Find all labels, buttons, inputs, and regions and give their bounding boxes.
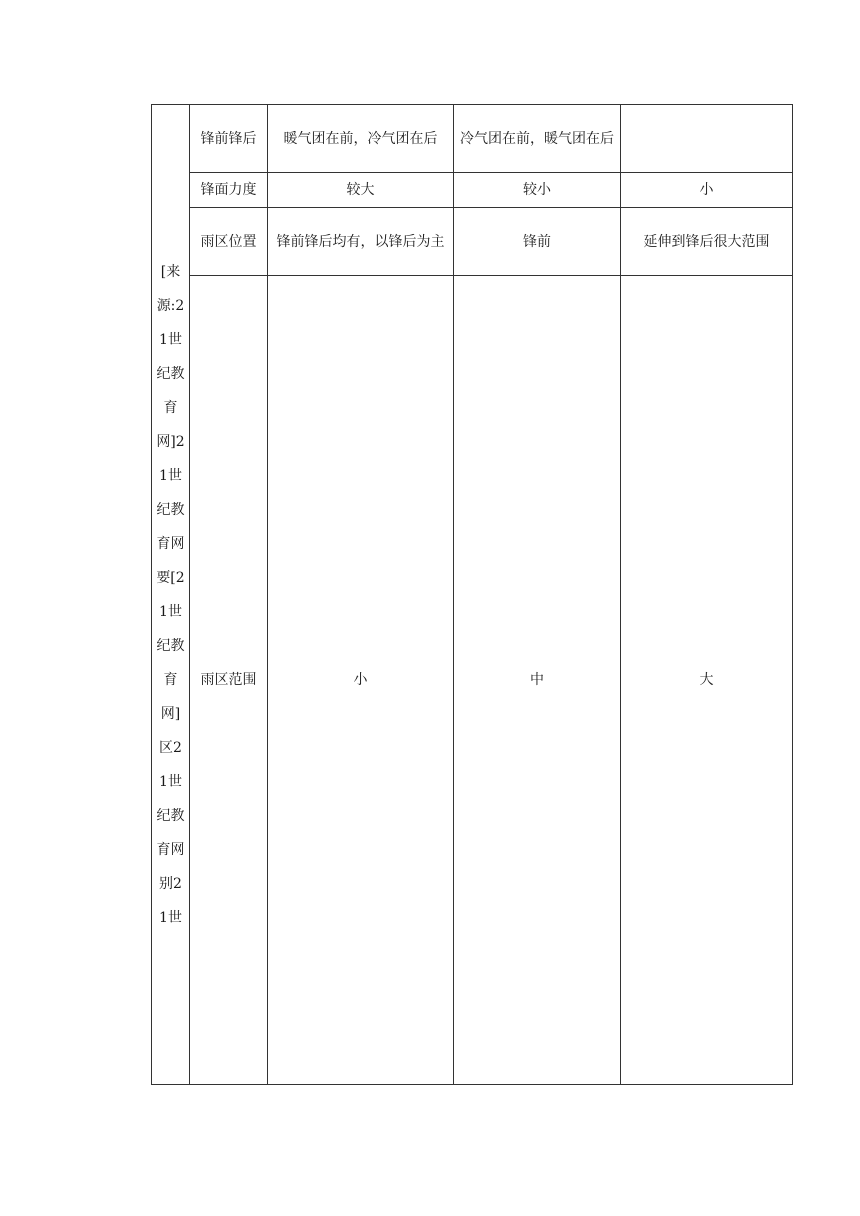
table-cell: 较大 <box>268 173 454 208</box>
source-note-cell <box>152 105 190 1085</box>
table-row <box>152 173 793 208</box>
table-cell: 暖气团在前，冷气团在后 <box>268 105 454 173</box>
row-label: 锋面力度 <box>190 173 268 208</box>
table-cell: 大 <box>621 276 793 1085</box>
table-cell: 冷气团在前，暖气团在后 <box>454 105 621 173</box>
source-note: [来源:21世纪教育网]21世纪教育网要[21世纪教育网]区21世纪教育网别21世 <box>156 263 185 926</box>
table-cell: 较小 <box>454 173 621 208</box>
table-row <box>152 105 793 173</box>
row-label: 雨区范围 <box>190 276 268 1085</box>
row-label: 雨区位置 <box>190 208 268 276</box>
table-cell: 延伸到锋后很大范围 <box>621 208 793 276</box>
table-cell <box>621 105 793 173</box>
table-row <box>152 276 793 1085</box>
table-cell: 中 <box>454 276 621 1085</box>
table-cell: 锋前 <box>454 208 621 276</box>
table-row <box>152 208 793 276</box>
comparison-table <box>151 104 793 1085</box>
table-cell: 锋前锋后均有，以锋后为主 <box>268 208 454 276</box>
table-cell: 小 <box>268 276 454 1085</box>
row-label: 锋前锋后 <box>190 105 268 173</box>
table-cell: 小 <box>621 173 793 208</box>
